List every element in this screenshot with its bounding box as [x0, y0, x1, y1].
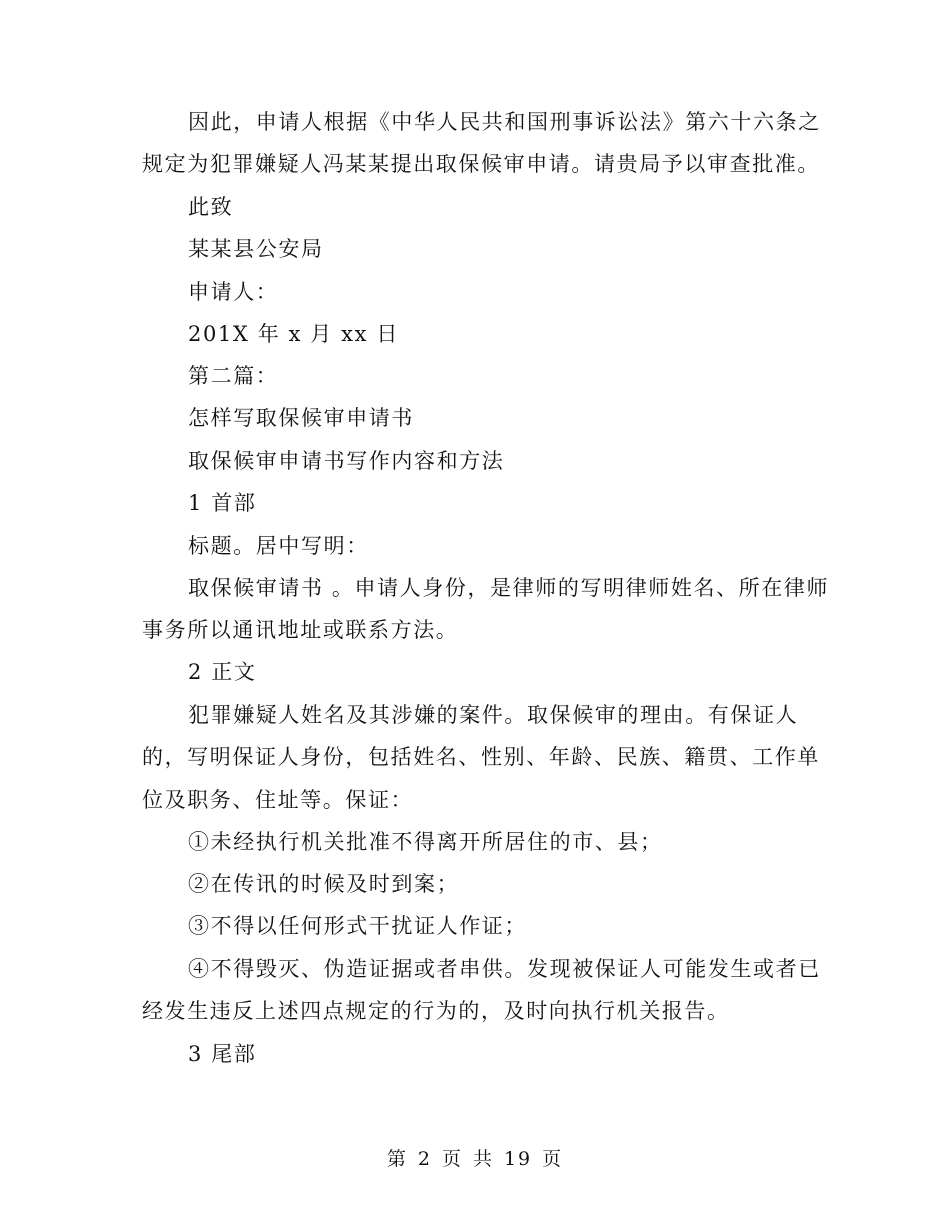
section-title: 怎样写取保候审申请书	[188, 406, 414, 430]
paragraph-line: 位及职务、住址等。保证：	[142, 788, 414, 812]
paragraph-line: 经发生违反上述四点规定的行为的，及时向执行机关报告。	[142, 999, 730, 1023]
paragraph-line: 取保候审请书 。申请人身份，是律师的写明律师姓名、所在律师	[188, 576, 830, 600]
applicant-label: 申请人：	[188, 280, 279, 304]
footer-total-word: 共	[472, 1148, 494, 1170]
footer-total-pages: 19	[503, 1148, 533, 1170]
paragraph-line: 犯罪嫌疑人姓名及其涉嫌的案件。取保候审的理由。有保证人	[188, 703, 799, 727]
salutation: 此致	[188, 195, 234, 219]
date-line: 201X 年 x 月 xx 日	[188, 322, 399, 346]
list-item: ②在传讯的时候及时到案；	[188, 872, 460, 896]
subheading-body: 2 正文	[188, 660, 257, 684]
paragraph-line: 标题。居中写明：	[188, 534, 369, 558]
footer-page-word: 页	[441, 1148, 463, 1170]
subtitle: 取保候审申请书写作内容和方法	[188, 449, 505, 473]
list-item: ④不得毁灭、伪造证据或者串供。发现被保证人可能发生或者已	[188, 957, 821, 981]
recipient: 某某县公安局	[188, 237, 324, 261]
list-item: ①未经执行机关批准不得离开所居住的市、县；	[188, 830, 663, 854]
footer-current-page: 2	[417, 1148, 432, 1170]
paragraph-line: 事务所以通讯地址或联系方法。	[142, 618, 459, 642]
section-heading: 第二篇：	[188, 364, 279, 388]
paragraph-line: 规定为犯罪嫌疑人冯某某提出取保候审申请。请贵局予以审查批准。	[142, 152, 820, 176]
footer-prefix: 第	[386, 1148, 408, 1170]
subheading-footer: 3 尾部	[188, 1042, 257, 1066]
footer-suffix: 页	[542, 1148, 564, 1170]
paragraph-line: 因此，申请人根据《中华人民共和国刑事诉讼法》第六十六条之	[188, 110, 821, 134]
paragraph-line: 的，写明保证人身份，包括姓名、性别、年龄、民族、籍贯、工作单	[142, 745, 820, 769]
list-item: ③不得以任何形式干扰证人作证；	[188, 914, 527, 938]
subheading-header: 1 首部	[188, 491, 257, 515]
page-footer	[0, 1146, 950, 1172]
